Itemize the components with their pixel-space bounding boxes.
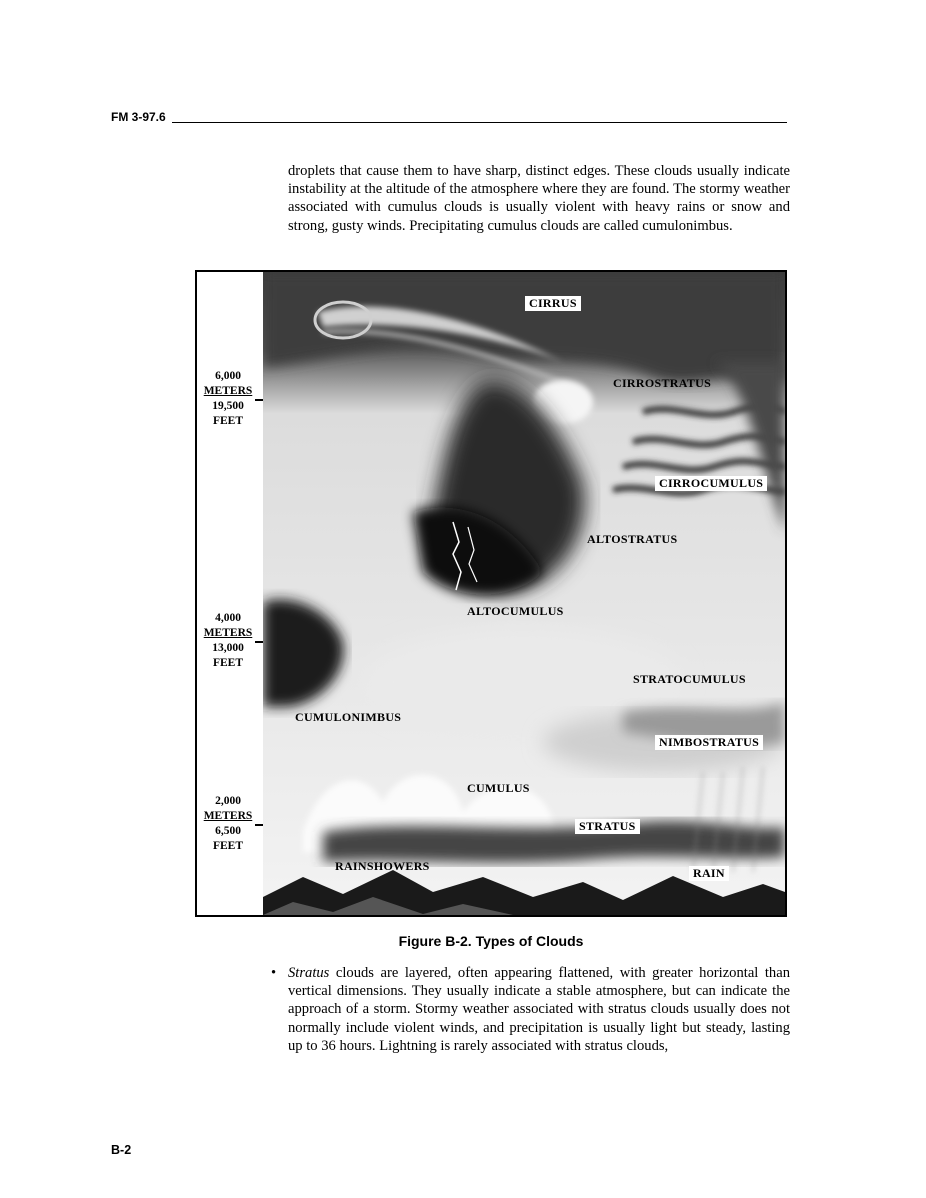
altitude-2000 <box>199 794 257 854</box>
altitude-feet-unit: FEET <box>212 840 244 852</box>
cloud-illustration <box>263 272 785 915</box>
cloud-types-figure <box>195 270 787 917</box>
altitude-meters-unit: METERS <box>203 627 253 639</box>
label-cirrostratus: CIRROSTRATUS <box>613 376 712 390</box>
bullet-icon: • <box>271 965 277 981</box>
altitude-6000 <box>199 369 257 429</box>
label-altocumulus: ALTOCUMULUS <box>467 604 564 618</box>
manual-code: FM 3-97.6 <box>111 110 172 124</box>
altitude-feet-value: 19,500 <box>212 400 244 412</box>
figure-caption: Figure B-2. Types of Clouds <box>398 933 584 949</box>
altitude-feet-value: 6,500 <box>215 825 241 837</box>
altitude-meters-value: 2,000 <box>215 795 241 807</box>
label-stratus: STRATUS <box>575 819 640 834</box>
term-stratus: Stratus <box>288 965 330 981</box>
label-stratocumulus: STRATOCUMULUS <box>633 672 746 686</box>
label-altostratus: ALTOSTRATUS <box>587 532 678 546</box>
altitude-4000 <box>199 611 257 671</box>
label-cumulus: CUMULUS <box>467 781 530 795</box>
page-header <box>111 110 787 126</box>
altitude-meters-unit: METERS <box>203 810 253 822</box>
altitude-meters-value: 4,000 <box>215 612 241 624</box>
paragraph-cumulus: droplets that cause them to have sharp, distinct edges. These clouds usually indicate instability at the altitude of the atmosphere where they are found. The stormy weather associated with cumulus clouds is usually violent with heavy rains or snow and strong, gusty winds. Precipitating cumulus clouds are called cumulonimbus. <box>288 163 790 234</box>
altitude-meters-value: 6,000 <box>215 370 241 382</box>
paragraph-stratus <box>271 964 790 1055</box>
altitude-feet-unit: FEET <box>212 657 244 669</box>
cloud-artwork <box>263 272 785 915</box>
label-rain: RAIN <box>689 866 729 881</box>
label-cumulonimbus: CUMULONIMBUS <box>295 710 402 724</box>
altitude-feet-value: 13,000 <box>212 642 244 654</box>
altitude-meters-unit: METERS <box>203 385 253 397</box>
altitude-feet-unit: FEET <box>212 415 244 427</box>
page-number: B-2 <box>111 1143 132 1157</box>
label-nimbostratus: NIMBOSTRATUS <box>655 735 763 750</box>
altitude-scale <box>197 272 263 915</box>
label-cirrus: CIRRUS <box>525 296 581 311</box>
label-rainshowers: RAINSHOWERS <box>335 859 430 873</box>
label-cirrocumulus: CIRROCUMULUS <box>655 476 767 491</box>
header-rule <box>111 122 787 123</box>
stratus-description: clouds are layered, often appearing flattened, with greater horizontal than vertical dimensions. They usually indicate a stable atmosphere, but can indicate the approach of a storm. Stormy weather associated with stratus clouds usually does not normally include violent winds, and precipitation is usually light but steady, lasting up to 36 hours. Lightning is rarely associated with stratus clouds, <box>288 965 790 1054</box>
